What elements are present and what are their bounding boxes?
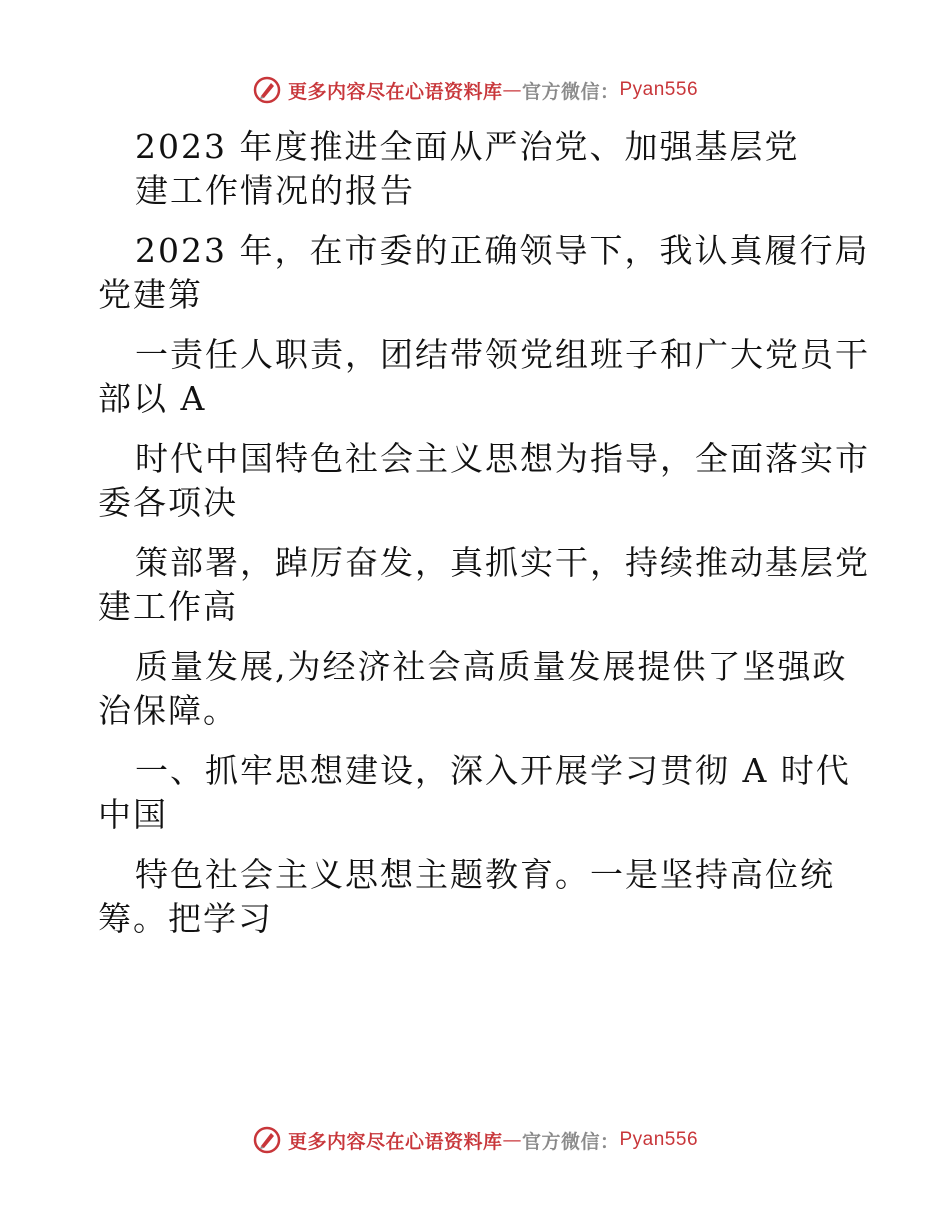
header-watermark <box>0 70 950 110</box>
doc-paragraph-line: 筹。把学习 <box>98 899 273 938</box>
doc-paragraph-line: 2023 年，在市委的正确领导下，我认真履行局 <box>135 231 870 270</box>
watermark-dash: — <box>502 79 522 101</box>
doc-paragraph-line: 党建第 <box>98 275 203 314</box>
doc-paragraph-line: 一责任人职责，团结带领党组班子和广大党员干 <box>135 335 870 374</box>
document-body <box>98 125 870 941</box>
doc-paragraph-line: 质量发展,为经济社会高质量发展提供了坚强政 <box>135 647 848 686</box>
doc-paragraph-line: 治保障。 <box>98 691 238 730</box>
doc-paragraph-line: 时代中国特色社会主义思想为指导，全面落实市 <box>135 439 870 478</box>
doc-title-line-2: 建工作情况的报告 <box>135 171 415 210</box>
doc-paragraph-line: 部以 A <box>98 379 207 418</box>
doc-title-line-1: 2023 年度推进全面从严治党、加强基层党 <box>135 127 800 166</box>
watermark-wechat-id: Pyan556 <box>619 1129 699 1150</box>
doc-paragraph-line: 特色社会主义思想主题教育。一是坚持高位统 <box>135 855 835 894</box>
doc-paragraph-line: 委各项决 <box>98 483 238 522</box>
doc-paragraph-line: 建工作高 <box>98 587 238 626</box>
watermark-wechat-label: 官方微信： <box>521 1130 620 1153</box>
watermark-site-name: 更多内容尽在心语资料库 <box>287 80 503 103</box>
pen-logo-icon <box>252 75 282 105</box>
doc-section-heading-line: 中国 <box>98 795 168 834</box>
watermark-wechat-label: 官方微信： <box>521 80 620 103</box>
footer-watermark <box>0 1120 950 1160</box>
doc-paragraph-line: 策部署，踔厉奋发，真抓实干，持续推动基层党 <box>135 543 870 582</box>
watermark-site-name: 更多内容尽在心语资料库 <box>287 1130 503 1153</box>
pen-logo-icon <box>252 1125 282 1155</box>
doc-section-heading-line: 一、抓牢思想建设，深入开展学习贯彻 A 时代 <box>135 751 851 790</box>
watermark-wechat-id: Pyan556 <box>619 79 699 100</box>
watermark-dash: — <box>502 1129 522 1151</box>
